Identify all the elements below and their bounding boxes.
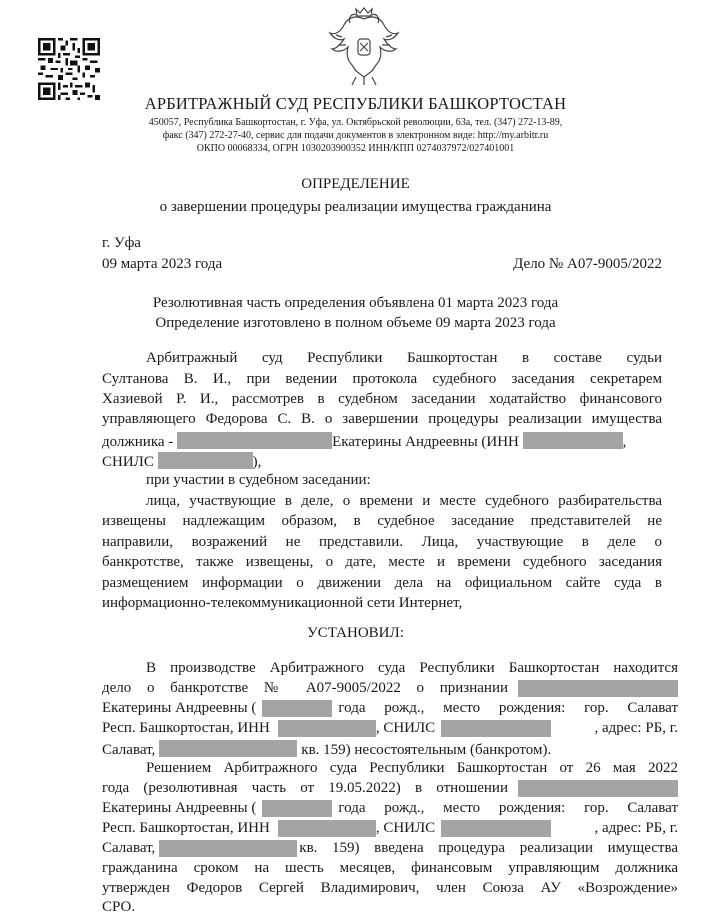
body-line — [102, 680, 678, 697]
body-line: лица, участвующие в деле, о времени и месте судебного разбирательства — [146, 493, 662, 509]
body-line: утвержден Федоров Сергей Владимирович, член Союза АУ «Возрождение» — [102, 880, 678, 896]
body-text: ), — [252, 454, 262, 470]
body-line: при участии в судебном заседании: — [146, 472, 371, 488]
redacted-block — [159, 740, 297, 757]
redacted-block — [278, 720, 376, 737]
body-text: Екатерины Андреевны (ИНН — [332, 434, 519, 450]
body-line — [102, 432, 626, 451]
body-line — [102, 740, 551, 759]
body-text: кв. 159) несостоятельным (банкротом). — [301, 742, 552, 758]
court-requisites: ОКПО 00068334, ОГРН 1030203900352 ИНН/КПП 0274037972/027401001 — [196, 143, 515, 154]
body-text: кв. 159) введена процедура реализации имущества — [299, 840, 678, 856]
body-text: , СНИЛС — [375, 820, 436, 836]
coat-of-arms-icon — [326, 5, 402, 87]
body-text: Респ. Башкортостан, ИНН — [102, 820, 270, 836]
redacted-block — [262, 700, 332, 717]
body-text: дело о банкротстве № А07-9005/2022 о признании — [102, 680, 508, 696]
redacted-block — [177, 432, 332, 449]
body-line: информационно-телекоммуникационной сети Интернет, — [102, 595, 463, 611]
redacted-block — [159, 840, 297, 857]
body-text: СНИЛС — [102, 454, 154, 470]
body-line: Решением Арбитражного суда Республики Башкортостан от 26 мая 2022 — [146, 760, 678, 776]
redacted-block — [523, 432, 623, 449]
body-line: размещением информации о движении дела на официальном сайте суда в — [102, 575, 662, 591]
body-text: года рожд., место рождения: гор. Салават — [338, 700, 678, 716]
body-text: , — [622, 434, 627, 450]
body-line: Султанова В. И., при ведении протокола судебного заседания секретарем — [102, 371, 662, 387]
court-name: АРБИТРАЖНЫЙ СУД РЕСПУБЛИКИ БАШКОРТОСТАН — [144, 94, 567, 113]
body-line: Хазиевой Р. И., рассмотрев в судебном заседании ходатайство финансового — [102, 391, 662, 407]
document-date: 09 марта 2023 года — [102, 256, 223, 272]
body-line: В производстве Арбитражного суда Республики Башкортостан находится — [146, 660, 678, 676]
body-line: банкротстве, также извещены, о дате, месте и времени судебного заседания — [102, 554, 662, 570]
body-text: Респ. Башкортостан, ИНН — [102, 720, 270, 736]
body-text: Екатерины Андреевны ( — [102, 800, 257, 816]
redacted-block — [518, 680, 678, 697]
redacted-block — [518, 780, 678, 797]
body-text: года рожд., место рождения: гор. Салават — [338, 800, 678, 816]
body-line: управляющего Федорова С. В. о завершении процедуры реализации имущества — [102, 411, 662, 427]
body-line — [102, 780, 678, 797]
redacted-block — [158, 452, 253, 469]
body-line — [102, 840, 678, 857]
body-text: , СНИЛС — [375, 720, 436, 736]
section-heading: УСТАНОВИЛ: — [307, 625, 404, 641]
redacted-block — [441, 820, 551, 837]
redacted-block — [262, 800, 332, 817]
body-text: года (резолютивная часть от 19.05.2022) в отношении — [102, 780, 508, 796]
resolution-prepared: Определение изготовлено в полном объеме 09 марта 2023 года — [155, 315, 556, 331]
court-address-line-1: 450057, Республика Башкортостан, г. Уфа, ул. Октябрьской революции, 63а, тел. (347) 272-13-89, — [148, 117, 563, 128]
document-subtitle: о завершении процедуры реализации имущества гражданина — [159, 199, 552, 215]
body-line — [102, 820, 678, 837]
body-line: Арбитражный суд Республики Башкортостан в составе судьи — [146, 350, 662, 366]
body-line — [102, 800, 678, 817]
body-line — [102, 452, 261, 471]
body-text: Салават, — [102, 742, 156, 758]
city: г. Уфа — [102, 235, 141, 251]
qr-code — [38, 38, 100, 100]
resolution-announced: Резолютивная часть определения объявлена 01 марта 2023 года — [152, 295, 559, 311]
body-line — [102, 700, 678, 717]
redacted-block — [278, 820, 376, 837]
body-line: СРО. — [102, 899, 136, 915]
body-line: гражданина сроком на шесть месяцев, финансовым управляющим должника — [102, 860, 678, 876]
body-text: Салават, — [102, 840, 156, 856]
court-address-line-2: факс (347) 272-27-40, сервис для подачи документов в электронном виде: http://my.arbitr.ru — [162, 130, 549, 141]
case-number: Дело № А07-9005/2022 — [513, 256, 662, 272]
body-line — [102, 720, 678, 737]
document-title: ОПРЕДЕЛЕНИЕ — [301, 176, 410, 192]
body-text: должника - — [102, 434, 174, 450]
body-text: Екатерины Андреевны ( — [102, 700, 257, 716]
body-text: , адрес: РБ, г. — [594, 820, 678, 836]
body-text: , адрес: РБ, г. — [594, 720, 678, 736]
body-line: направили, возражений не представили. Лица, участвующие в деле о — [102, 534, 662, 550]
redacted-block — [441, 720, 551, 737]
body-line: извещены надлежащим образом, в судебное заседание представителей не — [102, 513, 662, 529]
